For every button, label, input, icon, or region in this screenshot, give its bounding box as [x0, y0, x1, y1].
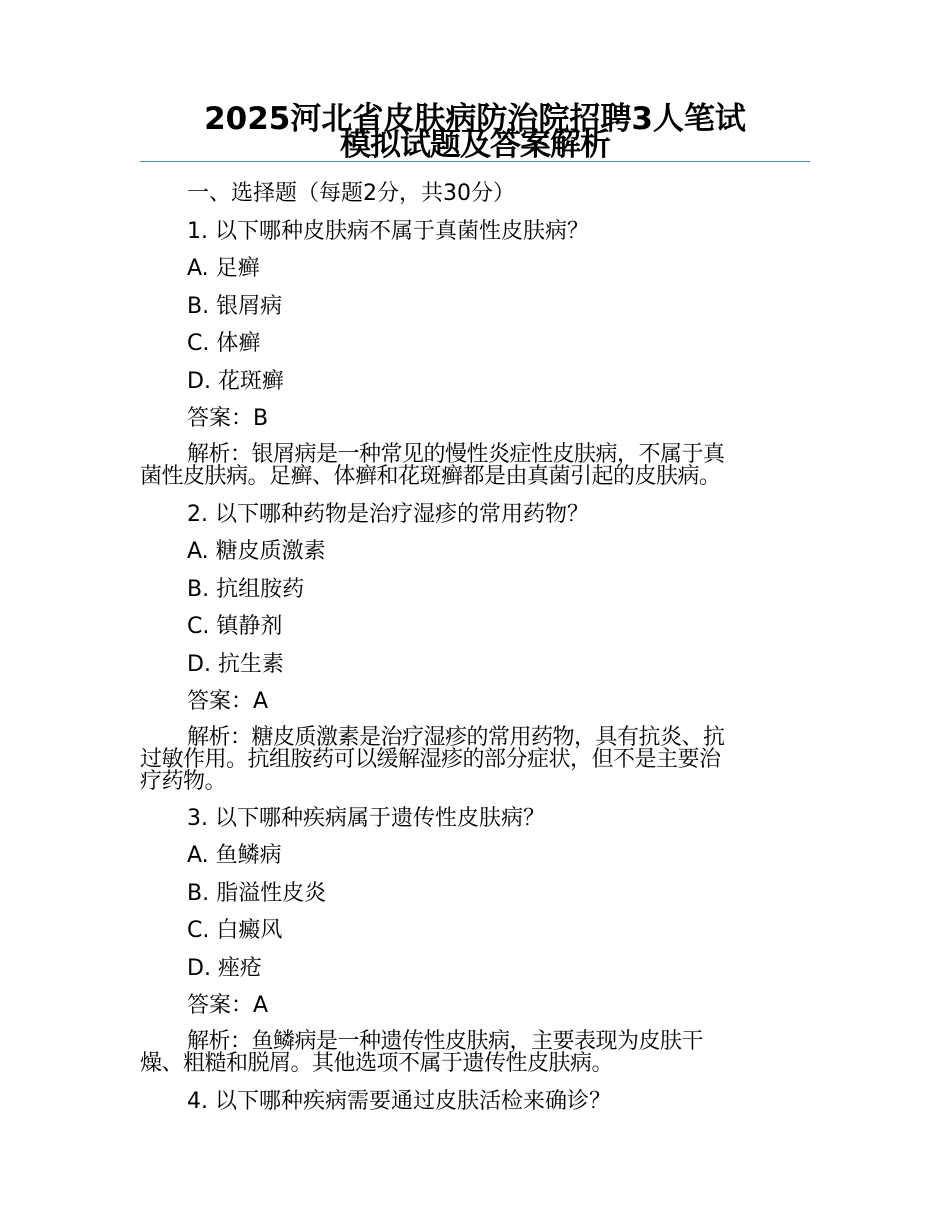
question-2-stem: 2. 以下哪种药物是治疗湿疹的常用药物？: [187, 502, 589, 527]
question-1-option-a: A. 足癣: [187, 256, 260, 281]
question-1-option-d: D. 花斑癣: [187, 369, 284, 394]
question-1-option-c: C. 体癣: [187, 331, 261, 356]
title-line-1: 2025河北省皮肤病防治院招聘3人笔试: [204, 101, 746, 137]
question-3-option-a: A. 鱼鳞病: [187, 843, 282, 868]
document-title: [140, 101, 810, 163]
question-2-answer: 答案：A: [187, 689, 269, 714]
question-1-answer: 答案：B: [187, 406, 269, 431]
question-3-option-b: B. 脂溢性皮炎: [187, 881, 327, 906]
question-2-explanation: [140, 727, 810, 793]
question-3-option-d: D. 痤疮: [187, 956, 262, 981]
explanation-line: 解析：银屑病是一种常见的慢性炎症性皮肤病，不属于真: [187, 442, 725, 467]
question-1-stem: 1. 以下哪种皮肤病不属于真菌性皮肤病？: [187, 219, 589, 244]
question-3-stem: 3. 以下哪种疾病属于遗传性皮肤病？: [187, 806, 545, 831]
title-line-2: 模拟试题及答案解析: [340, 127, 610, 163]
question-1-explanation: [140, 444, 810, 488]
question-3-option-c: C. 白癜风: [187, 918, 283, 943]
title-underline: [140, 161, 810, 162]
explanation-line: 燥、粗糙和脱屑。其他选项不属于遗传性皮肤病。: [140, 1051, 614, 1076]
explanation-line: 解析：鱼鳞病是一种遗传性皮肤病，主要表现为皮肤干: [187, 1029, 704, 1054]
explanation-line: 菌性皮肤病。足癣、体癣和花斑癣都是由真菌引起的皮肤病。: [140, 464, 721, 489]
question-2-option-d: D. 抗生素: [187, 652, 284, 677]
question-3-explanation: [140, 1031, 810, 1075]
explanation-line: 过敏作用。抗组胺药可以缓解湿疹的部分症状，但不是主要治: [140, 747, 721, 772]
question-1-option-b: B. 银屑病: [187, 294, 283, 319]
question-2-option-b: B. 抗组胺药: [187, 577, 305, 602]
explanation-line: 疗药物。: [140, 769, 227, 794]
explanation-line: 解析：糖皮质激素是治疗湿疹的常用药物，具有抗炎、抗: [187, 725, 725, 750]
question-3-answer: 答案：A: [187, 993, 269, 1018]
question-2-option-a: A. 糖皮质激素: [187, 539, 326, 564]
question-2-option-c: C. 镇静剂: [187, 614, 283, 639]
question-4-stem: 4. 以下哪种疾病需要通过皮肤活检来确诊？: [187, 1089, 611, 1114]
section-heading: 一、选择题（每题2分，共30分）: [187, 181, 515, 206]
